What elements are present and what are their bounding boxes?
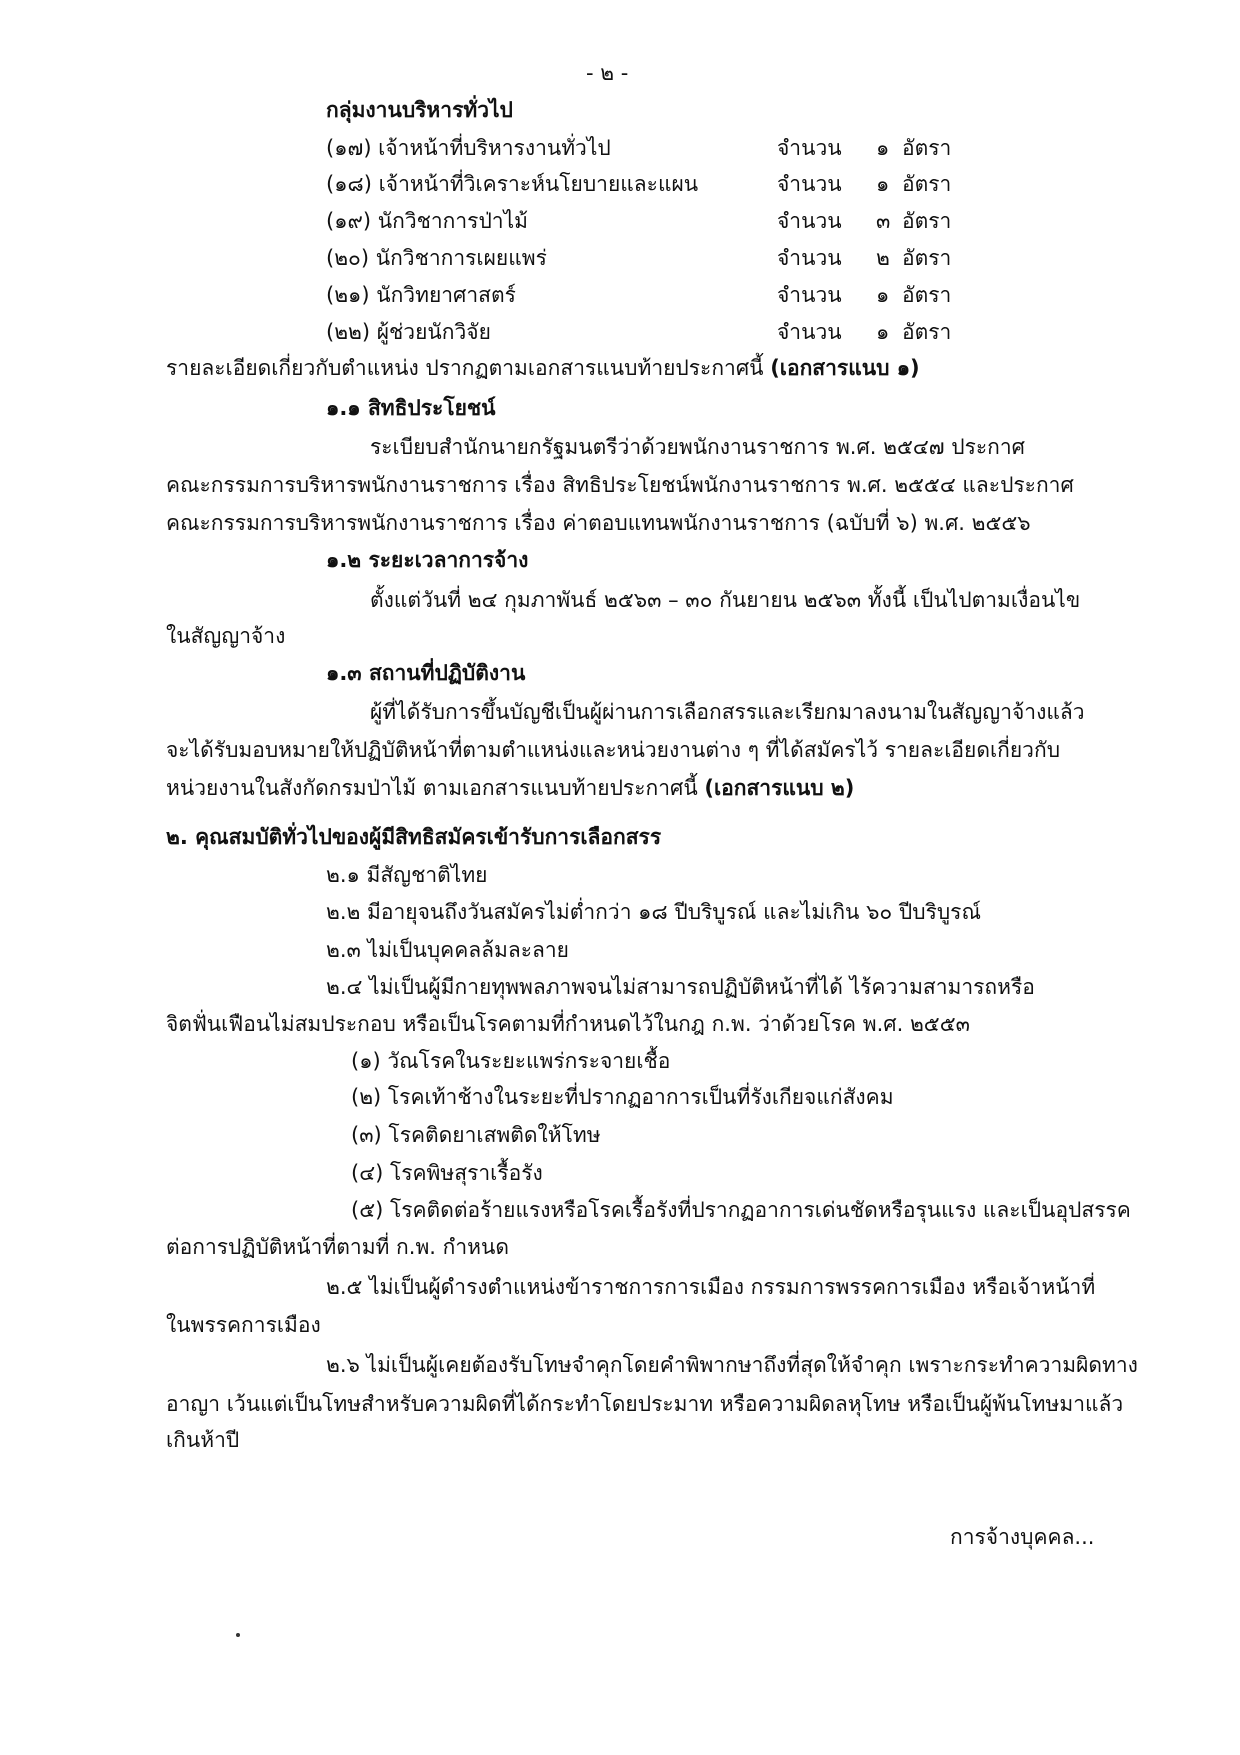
position-unit: อัตรา bbox=[902, 283, 952, 307]
list-item: ๒.๒ มีอายุจนถึงวันสมัครไม่ต่ำกว่า ๑๘ ปีบริบูรณ์ และไม่เกิน ๖๐ ปีบริบูรณ์ bbox=[326, 900, 981, 924]
position-unit: อัตรา bbox=[902, 246, 952, 270]
paragraph-line: ตั้งแต่วันที่ ๒๔ กุมภาพันธ์ ๒๕๖๓ – ๓๐ กันยายน ๒๕๖๓ ทั้งนี้ เป็นไปตามเงื่อนไข bbox=[370, 588, 1081, 612]
list-item: ๒.๑ มีสัญชาติไทย bbox=[326, 863, 488, 887]
list-item: จิตฟั่นเฟือนไม่สมประกอบ หรือเป็นโรคตามที่กำหนดไว้ในกฎ ก.พ. ว่าด้วยโรค พ.ศ. ๒๕๕๓ bbox=[166, 1012, 970, 1036]
continuation-text: การจ้างบุคคล... bbox=[950, 1525, 1095, 1549]
section-1-3-heading: ๑.๓ สถานที่ปฏิบัติงาน bbox=[326, 661, 526, 685]
position-unit: อัตรา bbox=[902, 320, 952, 344]
details-line bbox=[166, 353, 920, 383]
paragraph-text: หน่วยงานในสังกัดกรมป่าไม้ ตามเอกสารแนบท้ายประกาศนี้ bbox=[166, 776, 698, 800]
paragraph-line bbox=[166, 773, 854, 803]
position-count-label: จำนวน bbox=[777, 320, 842, 344]
position-count: ๓ bbox=[876, 209, 891, 233]
group-heading: กลุ่มงานบริหารทั่วไป bbox=[326, 98, 513, 122]
position-count: ๑ bbox=[876, 320, 890, 344]
disease-item: (๓) โรคติดยาเสพติดให้โทษ bbox=[351, 1123, 601, 1147]
paragraph-line: ระเบียบสำนักนายกรัฐมนตรีว่าด้วยพนักงานราชการ พ.ศ. ๒๕๔๗ ประกาศ bbox=[370, 435, 1025, 459]
position-count-label: จำนวน bbox=[777, 209, 842, 233]
position-label: (๑๗) เจ้าหน้าที่บริหารงานทั่วไป bbox=[326, 136, 611, 160]
list-item: ๒.๓ ไม่เป็นบุคคลล้มละลาย bbox=[326, 938, 569, 962]
section-1-1-heading: ๑.๑ สิทธิประโยชน์ bbox=[326, 396, 496, 420]
paragraph-line: ผู้ที่ได้รับการขึ้นบัญชีเป็นผู้ผ่านการเลือกสรรและเรียกมาลงนามในสัญญาจ้างแล้ว bbox=[370, 700, 1085, 724]
attachment-ref: (เอกสารแนบ ๒) bbox=[704, 776, 855, 800]
position-count-label: จำนวน bbox=[777, 136, 842, 160]
list-item: ๒.๔ ไม่เป็นผู้มีกายทุพพลภาพจนไม่สามารถปฏิบัติหน้าที่ได้ ไร้ความสามารถหรือ bbox=[326, 975, 1035, 999]
disease-item: (๑) วัณโรคในระยะแพร่กระจายเชื้อ bbox=[351, 1049, 671, 1073]
paragraph-line: คณะกรรมการบริหารพนักงานราชการ เรื่อง สิทธิประโยชน์พนักงานราชการ พ.ศ. ๒๕๕๔ และประกาศ bbox=[166, 473, 1074, 497]
position-label: (๑๙) นักวิชาการป่าไม้ bbox=[326, 209, 528, 233]
position-unit: อัตรา bbox=[902, 136, 952, 160]
paragraph-line: จะได้รับมอบหมายให้ปฏิบัติหน้าที่ตามตำแหน่งและหน่วยงานต่าง ๆ ที่ได้สมัครไว้ รายละเอียดเกี่ยวกับ bbox=[166, 738, 1061, 762]
details-text: รายละเอียดเกี่ยวกับตำแหน่ง ปรากฏตามเอกสารแนบท้ายประกาศนี้ bbox=[166, 356, 764, 380]
position-unit: อัตรา bbox=[902, 209, 952, 233]
scan-speck bbox=[236, 1633, 240, 1637]
position-count: ๑ bbox=[876, 172, 890, 196]
list-item: เกินห้าปี bbox=[166, 1428, 240, 1452]
position-count: ๑ bbox=[876, 136, 890, 160]
position-label: (๒๑) นักวิทยาศาสตร์ bbox=[326, 283, 516, 307]
list-item: ในพรรคการเมือง bbox=[166, 1313, 321, 1337]
list-item: อาญา เว้นแต่เป็นโทษสำหรับความผิดที่ได้กระทำโดยประมาท หรือความผิดลหุโทษ หรือเป็นผู้พ้นโทษมาแล้ว bbox=[166, 1392, 1124, 1416]
paragraph-line: ในสัญญาจ้าง bbox=[166, 624, 286, 648]
position-count-label: จำนวน bbox=[777, 246, 842, 270]
position-count: ๑ bbox=[876, 283, 890, 307]
disease-item: (๕) โรคติดต่อร้ายแรงหรือโรคเรื้อรังที่ปรากฏอาการเด่นชัดหรือรุนแรง และเป็นอุปสรรค bbox=[351, 1198, 1131, 1222]
disease-item: (๔) โรคพิษสุราเรื้อรัง bbox=[351, 1161, 543, 1185]
position-label: (๒๒) ผู้ช่วยนักวิจัย bbox=[326, 320, 491, 344]
position-count-label: จำนวน bbox=[777, 283, 842, 307]
page-number: - ๒ - bbox=[586, 61, 629, 85]
position-count: ๒ bbox=[876, 246, 890, 270]
details-attachment: (เอกสารแนบ ๑) bbox=[770, 356, 920, 380]
section-1-2-heading: ๑.๒ ระยะเวลาการจ้าง bbox=[326, 548, 529, 572]
list-item: ๒.๖ ไม่เป็นผู้เคยต้องรับโทษจำคุกโดยคำพิพากษาถึงที่สุดให้จำคุก เพราะกระทำความผิดทาง bbox=[326, 1353, 1138, 1377]
position-unit: อัตรา bbox=[902, 172, 952, 196]
position-label: (๒๐) นักวิชาการเผยแพร่ bbox=[326, 246, 547, 270]
position-label: (๑๘) เจ้าหน้าที่วิเคราะห์นโยบายและแผน bbox=[326, 172, 699, 196]
list-item: ๒.๕ ไม่เป็นผู้ดำรงตำแหน่งข้าราชการการเมือง กรรมการพรรคการเมือง หรือเจ้าหน้าที่ bbox=[326, 1275, 1096, 1299]
section-2-heading: ๒. คุณสมบัติทั่วไปของผู้มีสิทธิสมัครเข้ารับการเลือกสรร bbox=[166, 825, 662, 849]
disease-item: ต่อการปฏิบัติหน้าที่ตามที่ ก.พ. กำหนด bbox=[166, 1235, 509, 1259]
disease-item: (๒) โรคเท้าช้างในระยะที่ปรากฏอาการเป็นที่รังเกียจแก่สังคม bbox=[351, 1085, 894, 1109]
position-count-label: จำนวน bbox=[777, 172, 842, 196]
paragraph-line: คณะกรรมการบริหารพนักงานราชการ เรื่อง ค่าตอบแทนพนักงานราชการ (ฉบับที่ ๖) พ.ศ. ๒๕๕๖ bbox=[166, 511, 1031, 535]
